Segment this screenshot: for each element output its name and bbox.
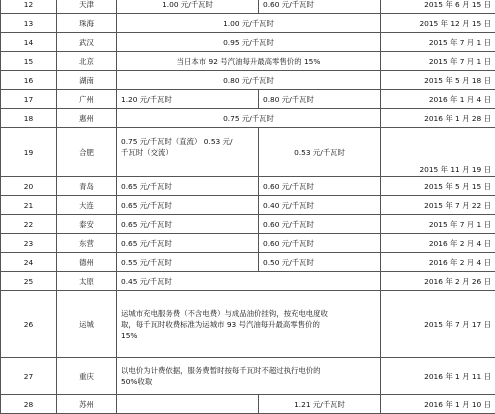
table-row	[1, 215, 495, 234]
effective-date: 2016 年 2 月 26 日	[381, 272, 495, 291]
table-row	[1, 71, 495, 90]
effective-date: 2015 年 12 月 15 日	[381, 14, 495, 33]
effective-date: 2015 年 7 月 17 日	[381, 291, 495, 358]
fee-offpeak: 0.60 元/千瓦时	[259, 234, 381, 253]
city-name: 湖南	[57, 71, 117, 90]
description-line: 取，每千瓦时收费标准为运城市 93 号汽油每升最高零售价的	[121, 319, 376, 330]
city-name: 重庆	[57, 358, 117, 395]
table-row	[1, 272, 495, 291]
table-row	[1, 234, 495, 253]
fee-merged: 0.80 元/千瓦时	[117, 71, 381, 90]
row-number: 17	[1, 90, 57, 109]
fee-merged: 0.95 元/千瓦时	[117, 33, 381, 52]
table-row	[1, 90, 495, 109]
fee-offpeak: 1.21 元/千瓦时	[259, 395, 381, 414]
fee-description	[117, 358, 381, 395]
city-name: 武汉	[57, 33, 117, 52]
table-row	[1, 14, 495, 33]
fee-peak: 0.65 元/千瓦时	[117, 196, 259, 215]
city-name: 苏州	[57, 395, 117, 414]
fee-peak: 1.20 元/千瓦时	[117, 90, 259, 109]
table-row	[1, 395, 495, 414]
description-line: 15%	[121, 330, 376, 341]
fee-peak	[117, 395, 259, 414]
city-name: 天津	[57, 0, 117, 14]
effective-date: 2016 年 1 月 4 日	[381, 90, 495, 109]
city-name: 惠州	[57, 109, 117, 128]
fee-merged: 0.75 元/千瓦时	[117, 109, 381, 128]
fee-peak: 0.65 元/千瓦时	[117, 177, 259, 196]
effective-date: 2016 年 1 月 11 日	[381, 358, 495, 395]
fee-merged: 1.00 元/千瓦时	[117, 14, 381, 33]
fee-line	[121, 158, 254, 169]
effective-date: 2015 年 7 月 1 日	[381, 52, 495, 71]
fee-offpeak: 0.60 元/千瓦时	[259, 0, 381, 14]
city-name: 太原	[57, 272, 117, 291]
table-row	[1, 177, 495, 196]
table-row	[1, 0, 495, 14]
table-row	[1, 291, 495, 358]
table-row	[1, 358, 495, 395]
row-number: 16	[1, 71, 57, 90]
table-row	[1, 52, 495, 71]
row-number: 27	[1, 358, 57, 395]
city-name: 东营	[57, 234, 117, 253]
fee-offpeak: 0.40 元/千瓦时	[259, 196, 381, 215]
row-number: 23	[1, 234, 57, 253]
effective-date: 2015 年 5 月 15 日	[381, 177, 495, 196]
fee-line: 千瓦时（交流）	[121, 147, 254, 158]
row-number: 14	[1, 33, 57, 52]
table-row	[1, 196, 495, 215]
row-number: 26	[1, 291, 57, 358]
fee-merged: 当日本市 92 号汽油每升最高零售价的 15%	[117, 52, 381, 71]
table-row	[1, 253, 495, 272]
row-number: 20	[1, 177, 57, 196]
effective-date: 2015 年 7 月 1 日	[381, 215, 495, 234]
row-number: 13	[1, 14, 57, 33]
row-number: 21	[1, 196, 57, 215]
effective-date: 2015 年 6 月 15 日	[381, 0, 495, 14]
fee-peak: 0.65 元/千瓦时	[117, 215, 259, 234]
table-row	[1, 33, 495, 52]
fee-line: 0.75 元/千瓦时（直流） 0.53 元/	[121, 136, 254, 147]
effective-date: 2016 年 2 月 4 日	[381, 253, 495, 272]
description-line: 运城市充电服务费（不含电费）与成品油价挂钩，按充电电度收	[121, 308, 376, 319]
row-number: 18	[1, 109, 57, 128]
table-row	[1, 109, 495, 128]
row-number: 22	[1, 215, 57, 234]
fee-offpeak: 0.80 元/千瓦时	[259, 90, 381, 109]
effective-date: 2015 年 7 月 22 日	[381, 196, 495, 215]
fee-peak: 1.00 元/千瓦时	[117, 0, 259, 14]
city-name: 大连	[57, 196, 117, 215]
fee-description	[117, 291, 381, 358]
fee-offpeak: 0.53 元/千瓦时	[259, 128, 381, 177]
effective-date: 2015 年 11 月 19 日	[381, 128, 495, 177]
city-name: 北京	[57, 52, 117, 71]
row-number: 28	[1, 395, 57, 414]
row-number: 12	[1, 0, 57, 14]
row-number: 24	[1, 253, 57, 272]
city-name: 泰安	[57, 215, 117, 234]
fee-peak: 0.65 元/千瓦时	[117, 234, 259, 253]
fee-offpeak: 0.50 元/千瓦时	[259, 253, 381, 272]
row-number: 19	[1, 128, 57, 177]
city-name: 珠海	[57, 14, 117, 33]
table-row	[1, 128, 495, 177]
fee-merged: 0.45 元/千瓦时	[117, 272, 381, 291]
city-name: 运城	[57, 291, 117, 358]
row-number: 25	[1, 272, 57, 291]
row-number: 15	[1, 52, 57, 71]
effective-date: 2016 年 1 月 28 日	[381, 109, 495, 128]
fee-peak-multiline	[117, 128, 259, 177]
description-line: 50%收取	[121, 376, 376, 387]
fee-peak: 0.55 元/千瓦时	[117, 253, 259, 272]
effective-date: 2015 年 7 月 1 日	[381, 33, 495, 52]
fee-offpeak: 0.60 元/千瓦时	[259, 177, 381, 196]
city-name: 青岛	[57, 177, 117, 196]
city-name: 合肥	[57, 128, 117, 177]
effective-date: 2016 年 2 月 4 日	[381, 234, 495, 253]
city-name: 德州	[57, 253, 117, 272]
effective-date: 2016 年 1 月 10 日	[381, 395, 495, 414]
fee-offpeak: 0.60 元/千瓦时	[259, 215, 381, 234]
effective-date: 2015 年 5 月 18 日	[381, 71, 495, 90]
description-line: 以电价为计费依据，服务费暂时按每千瓦时不超过执行电价的	[121, 365, 376, 376]
city-name: 广州	[57, 90, 117, 109]
